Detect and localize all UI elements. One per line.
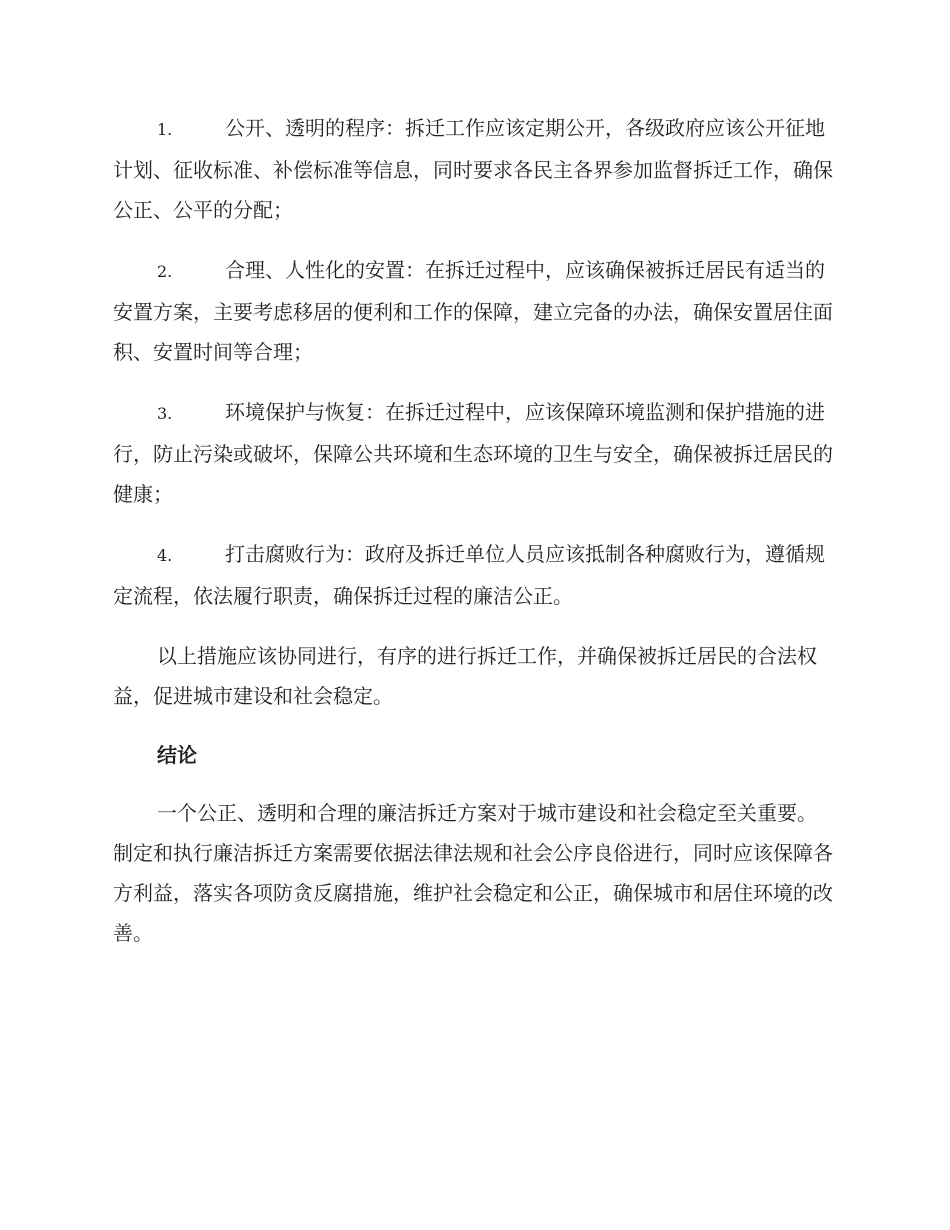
list-item-number: 1. xyxy=(157,120,173,139)
list-item xyxy=(113,108,833,230)
conclusion-paragraph: 一个公正、透明和合理的廉洁拆迁方案对于城市建设和社会稳定至关重要。制定和执行廉洁拆迁方案需要依据法律法规和社会公序良俗进行，同时应该保障各方利益，落实各项防贪反腐措施，维护社会稳定和公正，确保城市和居住环境的改善。 xyxy=(113,801,833,945)
list-item-number: 3. xyxy=(157,404,173,423)
conclusion-heading: 结论 xyxy=(157,743,197,767)
list-item-number: 4. xyxy=(157,546,173,565)
list-item-number: 2. xyxy=(157,262,173,281)
list-item-text: 打击腐败行为：政府及拆迁单位人员应该抵制各种腐败行为，遵循规定流程，依法履行职责，确保拆迁过程的廉洁公正。 xyxy=(113,542,825,608)
list-item xyxy=(113,250,833,372)
list-item-text: 合理、人性化的安置：在拆迁过程中，应该确保被拆迁居民有适当的安置方案，主要考虑移居的便利和工作的保障，建立完备的办法，确保安置居住面积、安置时间等合理； xyxy=(113,258,833,364)
list-item-text: 环境保护与恢复：在拆迁过程中，应该保障环境监测和保护措施的进行，防止污染或破坏，保障公共环境和生态环境的卫生与安全，确保被拆迁居民的健康； xyxy=(113,400,833,506)
list-item xyxy=(113,392,833,514)
document-body xyxy=(113,108,833,972)
list-item xyxy=(113,534,833,616)
summary-paragraph: 以上措施应该协同进行，有序的进行拆迁工作，并确保被拆迁居民的合法权益，促进城市建设和社会稳定。 xyxy=(113,644,817,708)
list-item-text: 公开、透明的程序：拆迁工作应该定期公开，各级政府应该公开征地计划、征收标准、补偿标准等信息，同时要求各民主各界参加监督拆迁工作，确保公正、公平的分配； xyxy=(113,116,833,222)
